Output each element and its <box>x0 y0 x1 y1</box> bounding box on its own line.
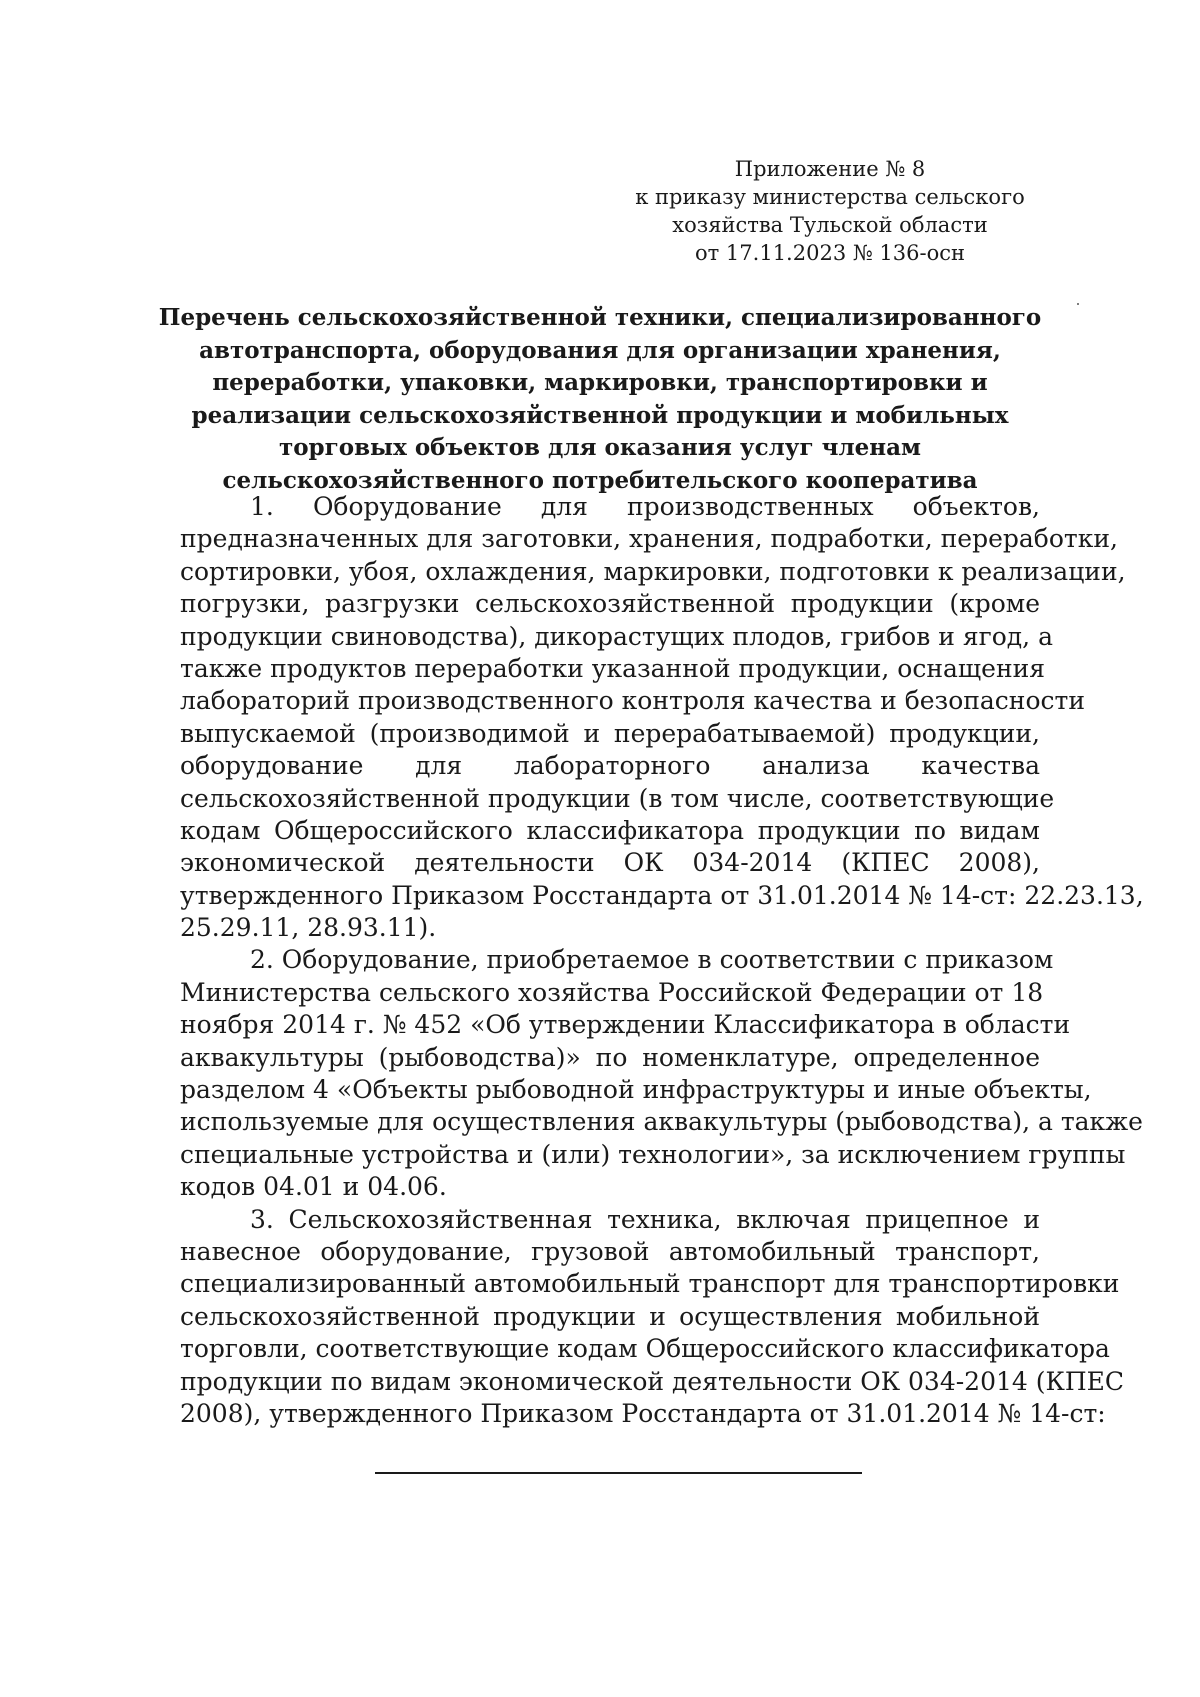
paragraph-line: экономической деятельности ОК 034-2014 (КПЕС 2008), <box>180 848 1040 878</box>
paragraph-line: продукции по видам экономической деятельности ОК 034-2014 (КПЕС <box>180 1366 1125 1396</box>
annex-order-ref: к приказу министерства сельского <box>635 185 1025 209</box>
scan-speck <box>1077 303 1079 305</box>
paragraph-line: ноября 2014 г. № 452 «Об утверждении Классификатора в области <box>180 1010 1071 1040</box>
title-line: Перечень сельскохозяйственной техники, специализированного <box>158 304 1042 331</box>
list-item-1 <box>180 491 1144 944</box>
paragraph-line: 3. Сельскохозяйственная техника, включая прицепное и <box>250 1204 1040 1234</box>
paragraph-line: разделом 4 «Объекты рыбоводной инфраструктуры и иные объекты, <box>180 1075 1092 1105</box>
title-line: автотранспорта, оборудования для организации хранения, <box>199 336 1001 364</box>
annex-header <box>620 155 1040 267</box>
paragraph-line: оборудование для лабораторного анализа качества <box>180 751 1040 781</box>
title-line: торговых объектов для оказания услуг членам <box>278 434 922 461</box>
paragraph-line: выпускаемой (производимой и перерабатываемой) продукции, <box>180 718 1040 748</box>
paragraph-line: погрузки, разгрузки сельскохозяйственной продукции (кроме <box>180 589 1040 619</box>
title-line: переработки, упаковки, маркировки, транспортировки и <box>212 369 988 396</box>
paragraph-line: 2. Оборудование, приобретаемое в соответствии с приказом <box>250 945 1054 975</box>
paragraph-line: 1. Оборудование для производственных объектов, <box>250 492 1040 521</box>
document-title <box>140 302 1060 497</box>
paragraph-line: навесное оборудование, грузовой автомобильный транспорт, <box>180 1236 1040 1266</box>
paragraph-line: торговли, соответствующие кодам Общероссийского классификатора <box>180 1334 1110 1364</box>
document-body <box>180 491 1144 1430</box>
list-item-3 <box>180 1204 1125 1431</box>
annex-number: Приложение № 8 <box>734 157 926 181</box>
annex-ministry: хозяйства Тульской области <box>672 213 988 237</box>
paragraph-line: кодам Общероссийского классификатора продукции по видам <box>180 815 1040 845</box>
paragraph-line: используемые для осуществления аквакультуры (рыбоводства), а также <box>180 1107 1143 1137</box>
paragraph-line: утвержденного Приказом Росстандарта от 31.01.2014 № 14-ст: 22.23.13, <box>180 880 1144 910</box>
paragraph-line: аквакультуры (рыбоводства)» по номенклатуре, определенное <box>180 1042 1040 1072</box>
paragraph-line: продукции свиноводства), дикорастущих плодов, грибов и ягод, а <box>180 621 1053 651</box>
paragraph-line: сортировки, убоя, охлаждения, маркировки, подготовки к реализации, <box>180 556 1126 586</box>
paragraph-line: Министерства сельского хозяйства Российской Федерации от 18 <box>180 977 1044 1007</box>
paragraph-line: 2008), утвержденного Приказом Росстандарта от 31.01.2014 № 14-ст: <box>180 1398 1106 1428</box>
paragraph-line: 25.29.11, 28.93.11). <box>180 913 437 943</box>
annex-order-date: от 17.11.2023 № 136-осн <box>695 241 965 265</box>
title-line: сельскохозяйственного потребительского кооператива <box>222 466 978 494</box>
paragraph-line: кодов 04.01 и 04.06. <box>180 1172 447 1202</box>
paragraph-line: предназначенных для заготовки, хранения, подработки, переработки, <box>180 524 1118 554</box>
signature-line <box>375 1472 862 1474</box>
paragraph-line: специальные устройства и (или) технологии», за исключением группы <box>180 1139 1126 1169</box>
paragraph-line: лабораторий производственного контроля качества и безопасности <box>180 686 1086 716</box>
paragraph-line: также продуктов переработки указанной продукции, оснащения <box>180 653 1046 683</box>
paragraph-line: специализированный автомобильный транспорт для транспортировки <box>180 1269 1120 1299</box>
list-item-2 <box>180 944 1143 1203</box>
title-line: реализации сельскохозяйственной продукции и мобильных <box>191 401 1009 429</box>
paragraph-line: сельскохозяйственной продукции (в том числе, соответствующие <box>180 783 1055 813</box>
paragraph-line: сельскохозяйственной продукции и осуществления мобильной <box>180 1301 1040 1331</box>
